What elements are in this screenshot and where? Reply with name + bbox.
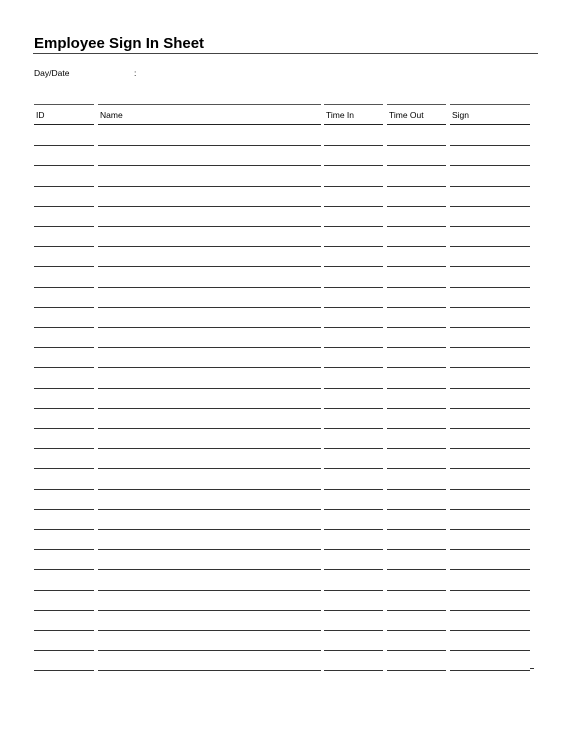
- table-row-line: [387, 186, 446, 187]
- header-bottom-rule: [324, 124, 383, 125]
- header-top-rule: [387, 104, 446, 105]
- table-row-line: [387, 610, 446, 611]
- table-row-line: [387, 327, 446, 328]
- table-row-line: [34, 266, 94, 267]
- table-row-line: [34, 610, 94, 611]
- table-row-line: [324, 509, 383, 510]
- table-row-line: [387, 206, 446, 207]
- table-row-line: [450, 307, 530, 308]
- table-row-line: [98, 408, 321, 409]
- column-sign: [450, 0, 530, 739]
- day-date-separator: :: [134, 68, 137, 78]
- header-bottom-rule: [387, 124, 446, 125]
- table-row-line: [34, 529, 94, 530]
- header-top-rule: [450, 104, 530, 105]
- table-row-line: [450, 468, 530, 469]
- table-row-line: [324, 630, 383, 631]
- table-row-line: [387, 549, 446, 550]
- table-row-line: [98, 165, 321, 166]
- table-row-line: [98, 670, 321, 671]
- table-row-line: [34, 347, 94, 348]
- table-row-line: [34, 226, 94, 227]
- table-row-line: [450, 186, 530, 187]
- table-row-line: [98, 226, 321, 227]
- table-row-line: [387, 246, 446, 247]
- column-header-name: Name: [100, 110, 123, 120]
- day-date-label: Day/Date: [34, 68, 70, 78]
- table-row-line: [98, 347, 321, 348]
- table-row-line: [98, 388, 321, 389]
- column-time-in: [324, 0, 383, 739]
- table-row-line: [34, 670, 94, 671]
- table-row-line: [34, 509, 94, 510]
- table-row-line: [34, 630, 94, 631]
- table-row-line: [387, 468, 446, 469]
- table-row-line: [450, 206, 530, 207]
- table-row-line: [387, 650, 446, 651]
- table-row-line: [387, 408, 446, 409]
- table-row-line: [324, 246, 383, 247]
- table-row-line: [324, 448, 383, 449]
- table-row-line: [98, 650, 321, 651]
- table-row-line: [98, 569, 321, 570]
- table-row-line: [387, 266, 446, 267]
- table-row-line: [387, 367, 446, 368]
- table-row-line: [324, 327, 383, 328]
- table-row-line: [387, 448, 446, 449]
- table-row-line: [450, 367, 530, 368]
- table-row-line: [387, 287, 446, 288]
- table-row-line: [98, 327, 321, 328]
- table-row-line: [98, 367, 321, 368]
- table-row-line: [450, 165, 530, 166]
- table-row-line: [34, 569, 94, 570]
- header-top-rule: [324, 104, 383, 105]
- table-row-line: [34, 145, 94, 146]
- table-row-line: [387, 165, 446, 166]
- table-row-line: [450, 509, 530, 510]
- table-row-line: [34, 590, 94, 591]
- table-row-line: [324, 388, 383, 389]
- table-end-tick: [530, 668, 534, 669]
- table-row-line: [450, 529, 530, 530]
- table-row-line: [98, 246, 321, 247]
- table-row-line: [450, 428, 530, 429]
- table-row-line: [324, 165, 383, 166]
- table-row-line: [34, 287, 94, 288]
- table-row-line: [98, 266, 321, 267]
- table-row-line: [324, 226, 383, 227]
- table-row-line: [324, 610, 383, 611]
- table-row-line: [34, 307, 94, 308]
- table-row-line: [450, 347, 530, 348]
- table-row-line: [34, 388, 94, 389]
- table-row-line: [450, 630, 530, 631]
- header-bottom-rule: [34, 124, 94, 125]
- table-row-line: [387, 347, 446, 348]
- table-row-line: [34, 408, 94, 409]
- table-row-line: [324, 287, 383, 288]
- table-row-line: [98, 307, 321, 308]
- table-row-line: [34, 206, 94, 207]
- column-header-time-out: Time Out: [389, 110, 424, 120]
- table-row-line: [98, 428, 321, 429]
- table-row-line: [98, 590, 321, 591]
- table-row-line: [98, 206, 321, 207]
- table-row-line: [387, 145, 446, 146]
- table-row-line: [450, 610, 530, 611]
- header-top-rule: [98, 104, 321, 105]
- table-row-line: [387, 509, 446, 510]
- header-bottom-rule: [450, 124, 530, 125]
- table-row-line: [34, 428, 94, 429]
- table-row-line: [387, 670, 446, 671]
- column-header-id: ID: [36, 110, 45, 120]
- table-row-line: [450, 246, 530, 247]
- table-row-line: [450, 650, 530, 651]
- column-header-sign: Sign: [452, 110, 470, 120]
- table-row-line: [324, 266, 383, 267]
- table-row-line: [98, 186, 321, 187]
- table-row-line: [387, 630, 446, 631]
- table-row-line: [34, 327, 94, 328]
- table-row-line: [98, 630, 321, 631]
- table-row-line: [34, 246, 94, 247]
- table-row-line: [98, 287, 321, 288]
- column-name: [98, 0, 321, 739]
- table-row-line: [98, 549, 321, 550]
- table-row-line: [34, 468, 94, 469]
- table-row-line: [98, 145, 321, 146]
- table-row-line: [324, 468, 383, 469]
- table-row-line: [324, 650, 383, 651]
- table-row-line: [34, 549, 94, 550]
- table-row-line: [450, 327, 530, 328]
- table-row-line: [450, 388, 530, 389]
- table-row-line: [324, 549, 383, 550]
- column-id: [34, 0, 94, 739]
- table-row-line: [387, 590, 446, 591]
- table-row-line: [450, 549, 530, 550]
- header-bottom-rule: [98, 124, 321, 125]
- table-row-line: [98, 468, 321, 469]
- table-row-line: [98, 529, 321, 530]
- column-header-time-in: Time In: [326, 110, 355, 120]
- page-title: Employee Sign In Sheet: [34, 35, 205, 52]
- table-row-line: [387, 529, 446, 530]
- table-row-line: [387, 307, 446, 308]
- table-row-line: [450, 448, 530, 449]
- table-row-line: [98, 448, 321, 449]
- table-row-line: [387, 428, 446, 429]
- table-row-line: [324, 489, 383, 490]
- table-row-line: [450, 287, 530, 288]
- table-row-line: [450, 590, 530, 591]
- table-row-line: [324, 569, 383, 570]
- table-row-line: [387, 226, 446, 227]
- table-row-line: [324, 408, 383, 409]
- table-row-line: [450, 226, 530, 227]
- table-row-line: [98, 509, 321, 510]
- table-row-line: [450, 489, 530, 490]
- column-time-out: [387, 0, 446, 739]
- table-row-line: [98, 610, 321, 611]
- table-row-line: [34, 186, 94, 187]
- table-row-line: [34, 650, 94, 651]
- table-row-line: [98, 489, 321, 490]
- table-row-line: [324, 186, 383, 187]
- table-row-line: [324, 206, 383, 207]
- table-row-line: [324, 529, 383, 530]
- table-row-line: [324, 428, 383, 429]
- table-row-line: [34, 367, 94, 368]
- table-row-line: [324, 347, 383, 348]
- table-row-line: [324, 367, 383, 368]
- table-row-line: [324, 145, 383, 146]
- table-row-line: [34, 165, 94, 166]
- table-row-line: [34, 448, 94, 449]
- table-row-line: [450, 408, 530, 409]
- table-row-line: [34, 489, 94, 490]
- table-row-line: [324, 590, 383, 591]
- table-row-line: [387, 569, 446, 570]
- table-row-line: [450, 266, 530, 267]
- table-row-line: [450, 670, 530, 671]
- table-row-line: [324, 670, 383, 671]
- table-row-line: [324, 307, 383, 308]
- table-row-line: [450, 145, 530, 146]
- table-row-line: [450, 569, 530, 570]
- table-row-line: [387, 388, 446, 389]
- header-top-rule: [34, 104, 94, 105]
- table-row-line: [387, 489, 446, 490]
